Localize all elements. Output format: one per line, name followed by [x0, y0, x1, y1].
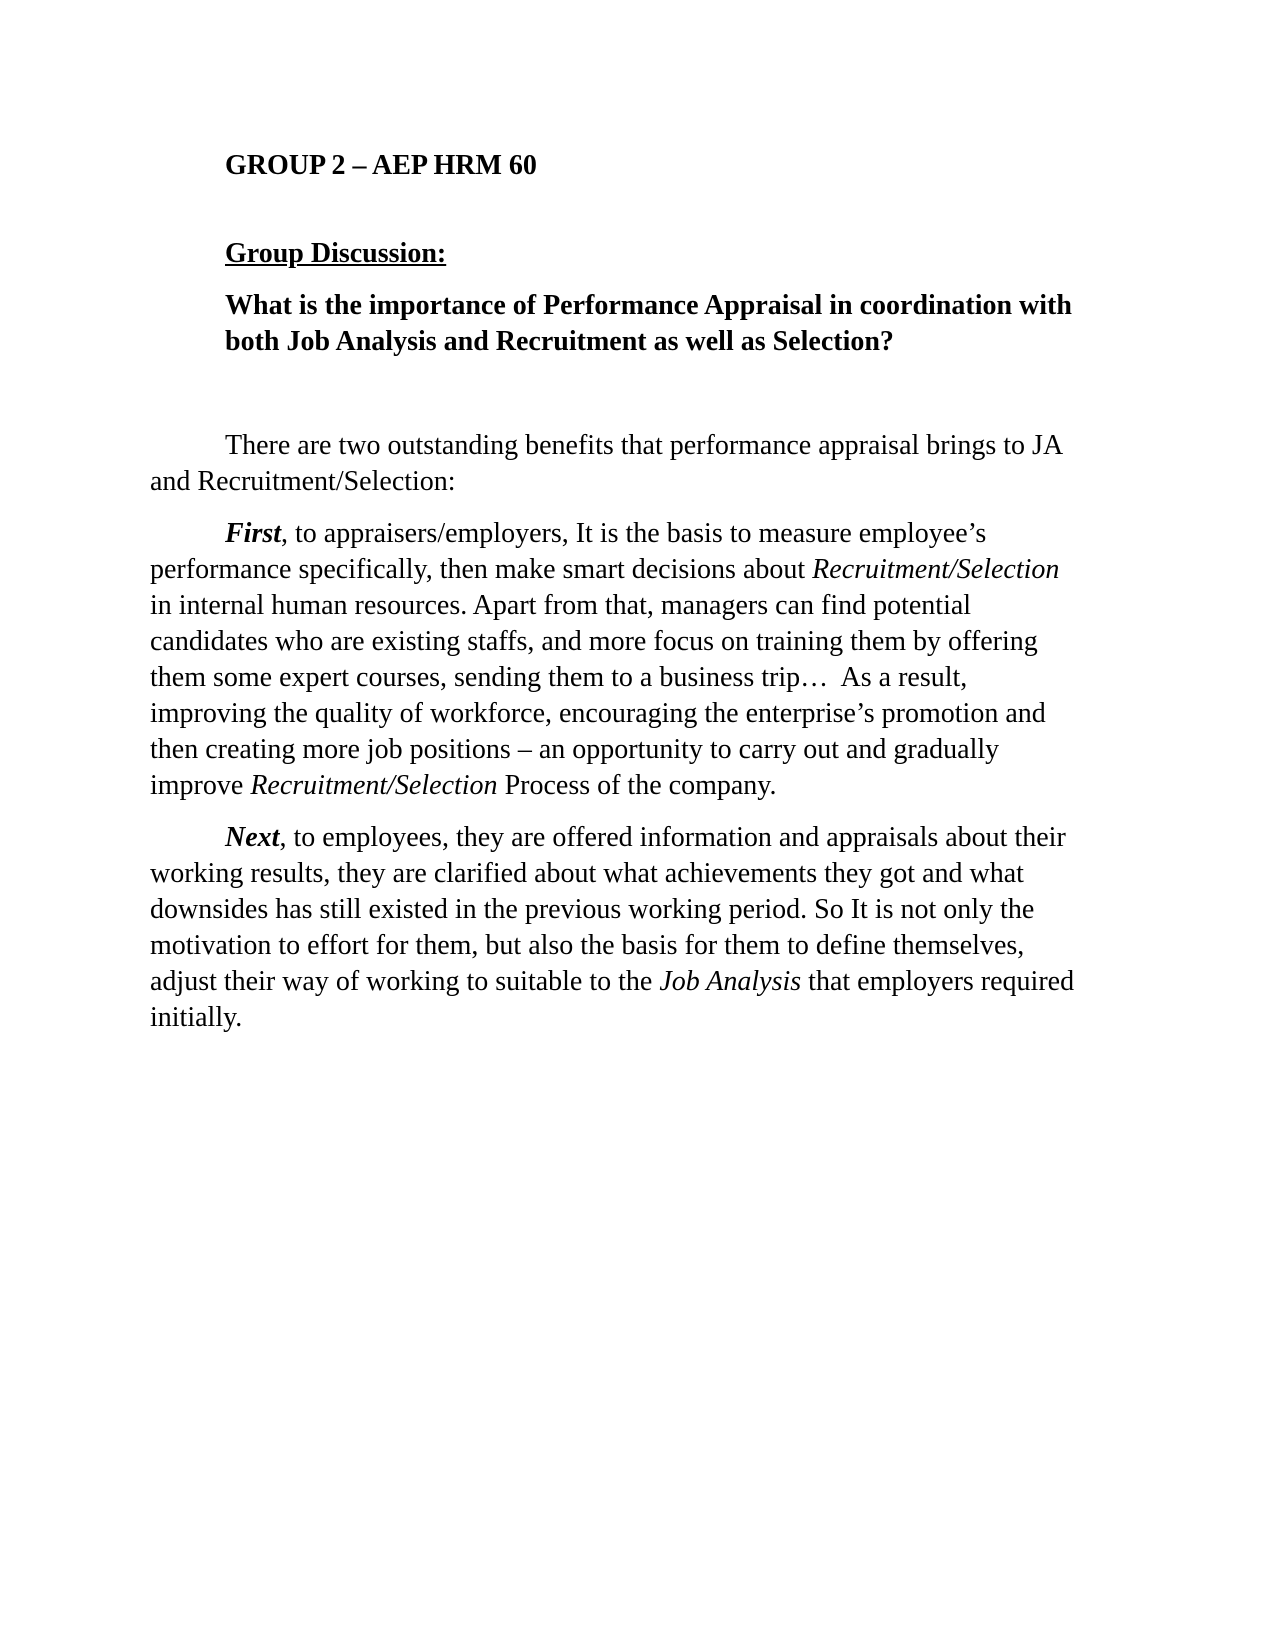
first-line-2: [150, 552, 1110, 588]
first-line-1: [150, 516, 1110, 552]
first-line-2-text: performance specifically, then make smart decisions about: [150, 554, 813, 585]
next-line-6: initially.: [150, 1002, 243, 1033]
intro-line-1: There are two outstanding benefits that performance appraisal brings to JA: [225, 430, 1064, 461]
next-line-2: working results, they are clarified about what achievements they got and what: [150, 858, 1024, 889]
question-line-1: What is the importance of Performance Appraisal in coordination with: [225, 290, 1072, 321]
first-lead-word: First: [225, 518, 282, 549]
first-line-3: in internal human resources. Apart from that, managers can find potential: [150, 590, 972, 621]
first-line-5: them some expert courses, sending them to a business trip… As a result,: [150, 662, 968, 693]
question-line-2: both Job Analysis and Recruitment as well as Selection?: [225, 326, 894, 357]
first-line-4: candidates who are existing staffs, and more focus on training them by offering: [150, 626, 1038, 657]
first-line-2-italic: Recruitment/Selection: [812, 554, 1060, 585]
next-line-1: [150, 820, 1110, 856]
first-line-8: [150, 768, 1110, 804]
next-lead-word: Next: [225, 822, 280, 853]
intro-line-2: and Recruitment/Selection:: [150, 466, 456, 497]
first-line-7: then creating more job positions – an opportunity to carry out and gradually: [150, 734, 1000, 765]
next-line-4: motivation to effort for them, but also the basis for them to define themselves,: [150, 930, 1025, 961]
first-paragraph: [150, 516, 1110, 804]
group-title: GROUP 2 – AEP HRM 60: [225, 150, 537, 181]
next-line-5-post: that employers required: [801, 966, 1075, 997]
first-line-8-post: Process of the company.: [497, 770, 777, 801]
first-line-1-text: , to appraisers/employers, It is the basis to measure employee’s: [281, 518, 987, 549]
first-line-8-italic: Recruitment/Selection: [250, 770, 498, 801]
discussion-label: Group Discussion:: [225, 238, 447, 269]
next-line-5: [150, 964, 1110, 1000]
next-line-5-pre: adjust their way of working to suitable to the: [150, 966, 660, 997]
next-line-5-italic: Job Analysis: [659, 966, 802, 997]
first-line-6: improving the quality of workforce, encouraging the enterprise’s promotion and: [150, 698, 1046, 729]
next-line-3: downsides has still existed in the previous working period. So It is not only the: [150, 894, 1035, 925]
next-paragraph: [150, 820, 1110, 1036]
first-line-8-pre: improve: [150, 770, 251, 801]
next-line-1-text: , to employees, they are offered information and appraisals about their: [279, 822, 1066, 853]
intro-paragraph: [150, 428, 1110, 500]
discussion-question: [150, 288, 1110, 360]
